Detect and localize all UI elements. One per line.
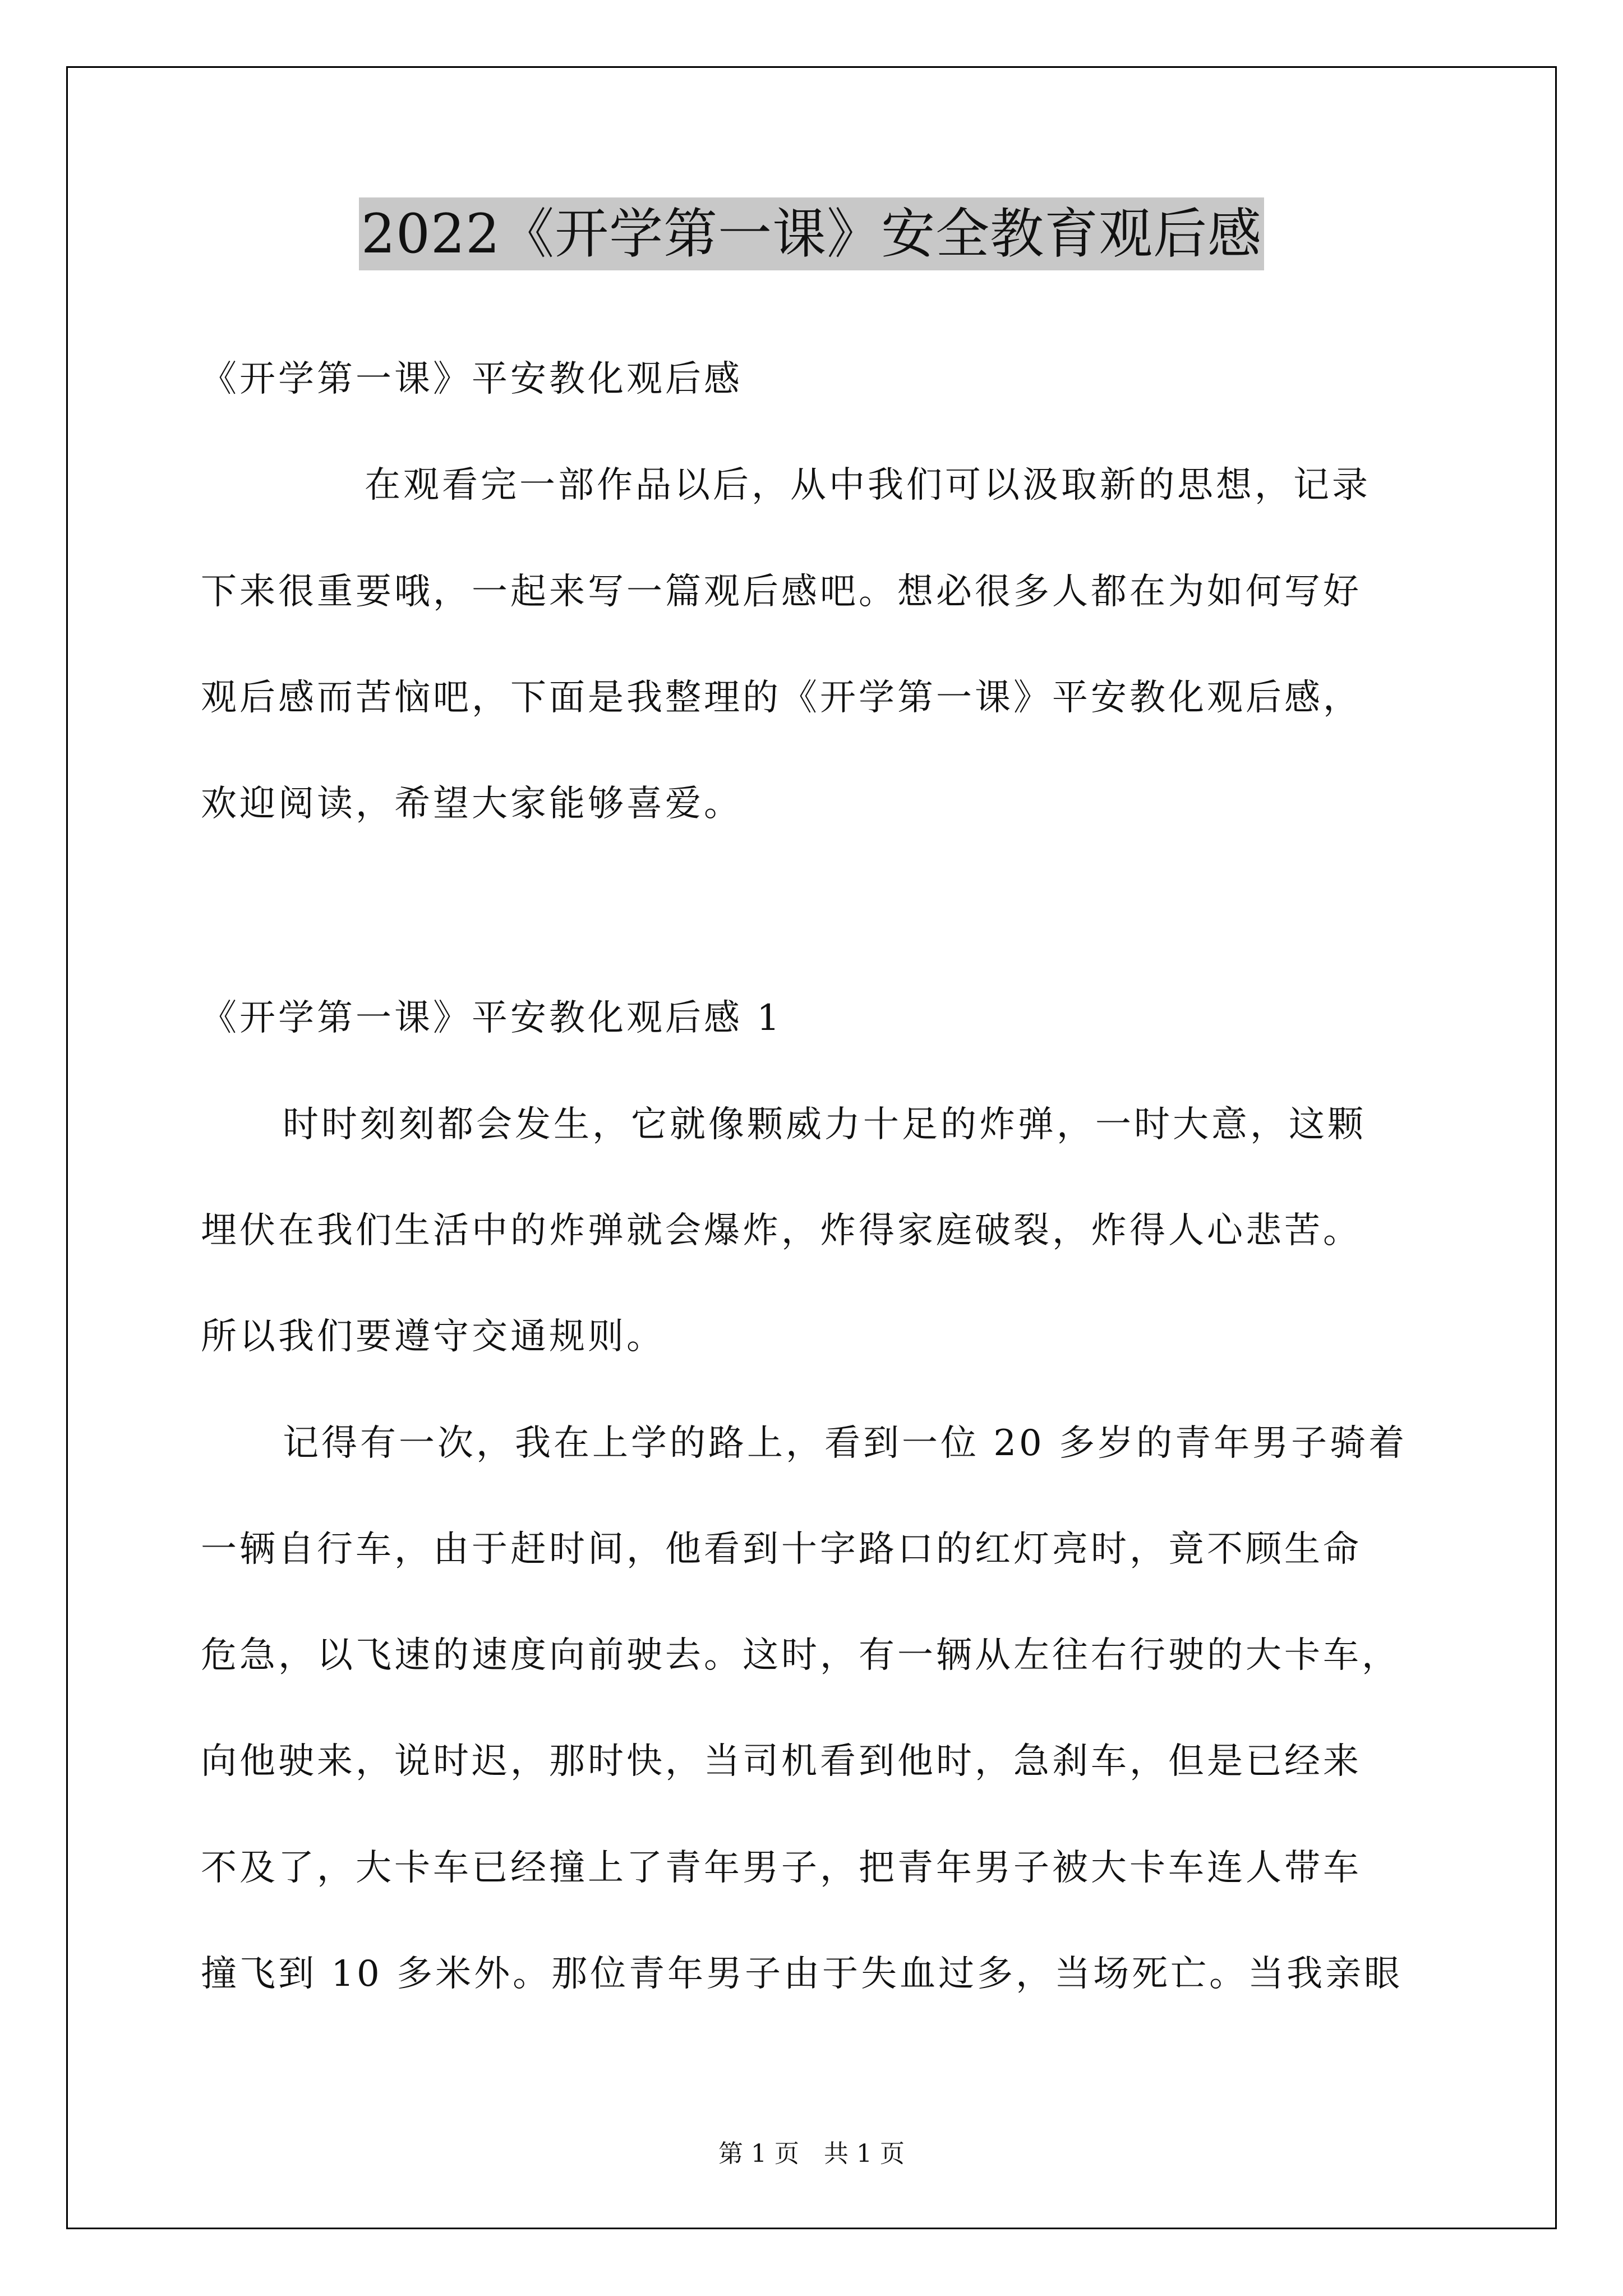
- paragraph-line: 记得有一次，我在上学的路上，看到一位 20 多岁的青年男子骑着: [283, 1423, 1408, 1464]
- paragraph-line: 下来很重要哦，一起来写一篇观后感吧。想必很多人都在为如何写好: [201, 571, 1362, 613]
- paragraph-line: 埋伏在我们生活中的炸弹就会爆炸，炸得家庭破裂，炸得人心悲苦。: [201, 1210, 1362, 1251]
- paragraph-line: 向他驶来，说时迟，那时快，当司机看到他时，急刹车，但是已经来: [201, 1741, 1362, 1782]
- paragraph-line: 在观看完一部作品以后，从中我们可以汲取新的思想，记录: [365, 464, 1371, 506]
- paragraph-line: 一辆自行车，由于赶时间，他看到十字路口的红灯亮时，竟不顾生命: [201, 1529, 1362, 1570]
- section-heading: 《开学第一课》平安教化观后感: [201, 358, 743, 400]
- section-heading: 《开学第一课》平安教化观后感 1: [201, 997, 783, 1039]
- paragraph-line: 撞飞到 10 多米外。那位青年男子由于失血过多，当场死亡。当我亲眼: [201, 1953, 1403, 1995]
- page-footer: 第 1 页 共 1 页: [718, 2139, 905, 2168]
- paragraph-line: 不及了，大卡车已经撞上了青年男子，把青年男子被大卡车连人带车: [201, 1847, 1362, 1889]
- document-title: 2022《开学第一课》安全教育观后感: [359, 197, 1264, 270]
- paragraph-line: 欢迎阅读，希望大家能够喜爱。: [201, 783, 743, 825]
- paragraph-line: 危急，以飞速的速度向前驶去。这时，有一辆从左往右行驶的大卡车，: [201, 1635, 1400, 1676]
- paragraph-line: 所以我们要遵守交通规则。: [201, 1316, 665, 1358]
- paragraph-line: 观后感而苦恼吧，下面是我整理的《开学第一课》平安教化观后感，: [201, 677, 1362, 719]
- title-container: [0, 197, 1623, 270]
- paragraph-line: 时时刻刻都会发生，它就像颗威力十足的炸弹，一时大意，这颗: [283, 1104, 1366, 1145]
